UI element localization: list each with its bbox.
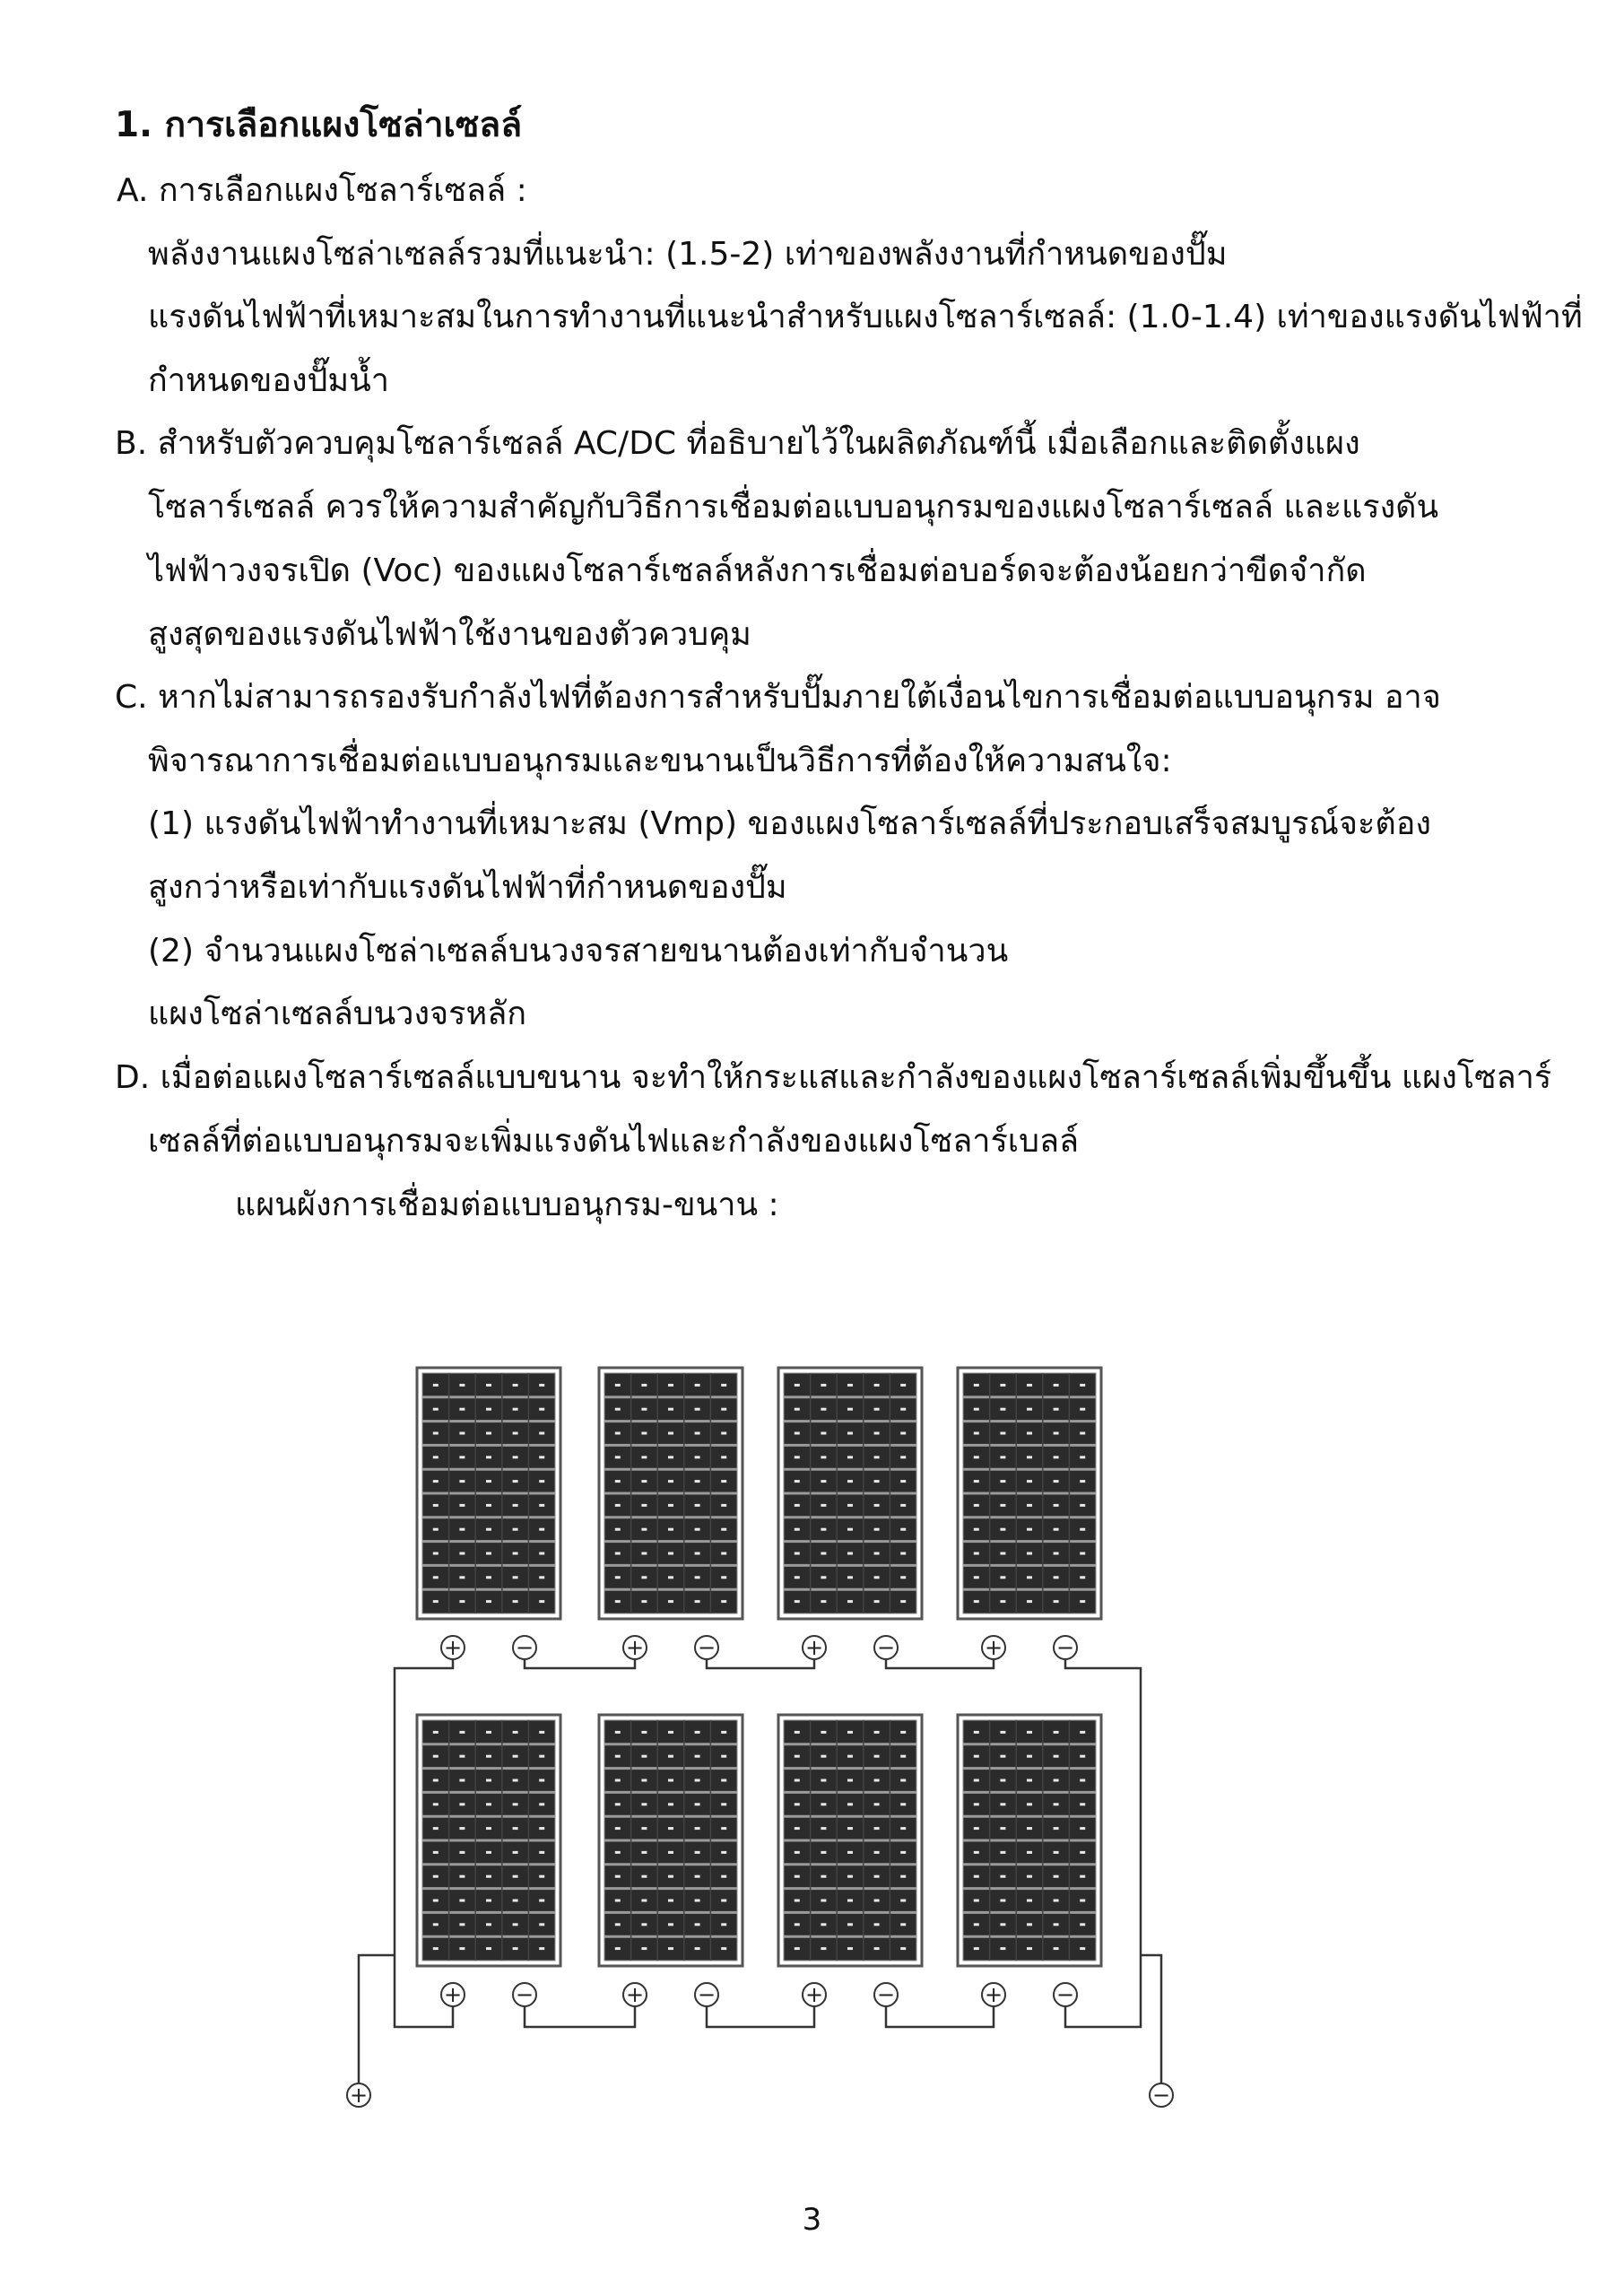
solar-panel (778, 1368, 922, 1619)
solar-panel (778, 1715, 922, 1966)
svg-text:−: − (1055, 1982, 1075, 2007)
section-D-line: เซลล์ที่ต่อแบบอนุกรมจะเพิ่มแรงดันไฟและกำลังของแผงโซลาร์เบลล์ (148, 1123, 1080, 1160)
positive-terminal-icon (441, 1982, 465, 2007)
negative-terminal-icon (513, 1635, 536, 1660)
positive-terminal-icon (803, 1635, 826, 1660)
section-C-title: C. หากไม่สามารถรองรับกำลังไฟที่ต้องการสำหรับปั๊มภายใต้เงื่อนไขการเชื่อมต่อแบบอนุกรม อาจ (115, 679, 1441, 716)
svg-text:+: + (625, 1635, 645, 1660)
solar-panel (958, 1715, 1101, 1966)
svg-text:−: − (1151, 2083, 1171, 2108)
svg-text:+: + (984, 1982, 1003, 2007)
positive-terminal-icon (623, 1982, 647, 2007)
svg-text:−: − (876, 1635, 896, 1660)
svg-text:+: + (984, 1635, 1003, 1660)
page-number: 3 (802, 2202, 822, 2238)
page-heading: 1. การเลือกแผงโซล่าเซลล์ (115, 105, 523, 145)
positive-terminal-icon (623, 1635, 647, 1660)
section-B-title: B. สำหรับตัวควบคุมโซลาร์เซลล์ AC/DC ที่อธิบายไว้ในผลิตภัณฑ์นี้ เมื่อเลือกและติดตั้งแผง (115, 425, 1360, 462)
negative-terminal-icon (513, 1982, 536, 2007)
section-A-line: แรงดันไฟฟ้าที่เหมาะสมในการทำงานที่แนะนำสำหรับแผงโซลาร์เซลล์: (1.0-1.4) เท่าของแรงดันไฟฟ้าที่ (148, 299, 1583, 335)
solar-panel (958, 1368, 1101, 1619)
negative-terminal-icon (874, 1982, 898, 2007)
svg-text:+: + (349, 2083, 369, 2108)
solar-panel (417, 1715, 560, 1966)
solar-panel (599, 1368, 743, 1619)
output-negative-terminal-icon (1150, 2083, 1173, 2108)
negative-terminal-icon (1054, 1635, 1077, 1660)
section-B-line: สูงสุดของแรงดันไฟฟ้าใช้งานของตัวควบคุม (148, 616, 751, 653)
svg-text:+: + (625, 1982, 645, 2007)
positive-terminal-icon (982, 1982, 1005, 2007)
section-B-line: โซลาร์เซลล์ ควรให้ความสำคัญกับวิธีการเชื่อมต่อแบบอนุกรมของแผงโซลาร์เซลล์ และแรงดัน (148, 489, 1439, 526)
negative-terminal-icon (695, 1982, 718, 2007)
svg-text:+: + (443, 1982, 463, 2007)
section-D-title: D. เมื่อต่อแผงโซลาร์เซลล์แบบขนาน จะทำให้กระแสและกำลังของแผงโซลาร์เซลล์เพิ่มขึ้นขึ้น แผงโซลาร์ (115, 1059, 1552, 1096)
negative-terminal-icon (1054, 1982, 1077, 2007)
svg-text:−: − (697, 1635, 716, 1660)
section-C-line: (2) จำนวนแผงโซล่าเซลล์บนวงจรสายขนานต้องเท่ากับจำนวน (148, 933, 1009, 970)
output-positive-terminal-icon (347, 2083, 370, 2108)
diagram-caption: แผนผังการเชื่อมต่อแบบอนุกรม-ขนาน : (235, 1187, 779, 1223)
section-C-line: แผงโซล่าเซลล์บนวงจรหลัก (148, 996, 527, 1032)
section-C-line: สูงกว่าหรือเท่ากับแรงดันไฟฟ้าที่กำหนดของปั๊ม (148, 869, 787, 906)
negative-terminal-icon (695, 1635, 718, 1660)
positive-terminal-icon (982, 1635, 1005, 1660)
negative-terminal-icon (874, 1635, 898, 1660)
series-parallel-wiring-diagram (323, 1354, 1220, 2144)
positive-terminal-icon (803, 1982, 826, 2007)
svg-text:−: − (1055, 1635, 1075, 1660)
section-C-line: (1) แรงดันไฟฟ้าทำงานที่เหมาะสม (Vmp) ของแผงโซลาร์เซลล์ที่ประกอบเสร็จสมบูรณ์จะต้อง (148, 805, 1431, 842)
section-B-line: ไฟฟ้าวงจรเปิด (Voc) ของแผงโซลาร์เซลล์หลังการเชื่อมต่อบอร์ดจะต้องน้อยกว่าขีดจำกัด (148, 552, 1367, 589)
svg-text:+: + (804, 1635, 824, 1660)
positive-terminal-icon (441, 1635, 465, 1660)
svg-text:−: − (515, 1982, 534, 2007)
section-A-line: กำหนดของปั๊มน้ำ (148, 362, 389, 399)
svg-text:−: − (876, 1982, 896, 2007)
section-A-title: A. การเลือกแผงโซลาร์เซลล์ : (117, 172, 527, 209)
section-A-line: พลังงานแผงโซล่าเซลล์รวมที่แนะนำ: (1.5-2) เท่าของพลังงานที่กำหนดของปั๊ม (148, 236, 1228, 273)
section-C-line: พิจารณาการเชื่อมต่อแบบอนุกรมและขนานเป็นวิธีการที่ต้องให้ความสนใจ: (148, 743, 1172, 779)
svg-text:+: + (443, 1635, 463, 1660)
svg-text:−: − (697, 1982, 716, 2007)
solar-panel (599, 1715, 743, 1966)
svg-text:−: − (515, 1635, 534, 1660)
wiring-diagram-svg (323, 1354, 1220, 2144)
solar-panel (417, 1368, 560, 1619)
svg-text:+: + (804, 1982, 824, 2007)
